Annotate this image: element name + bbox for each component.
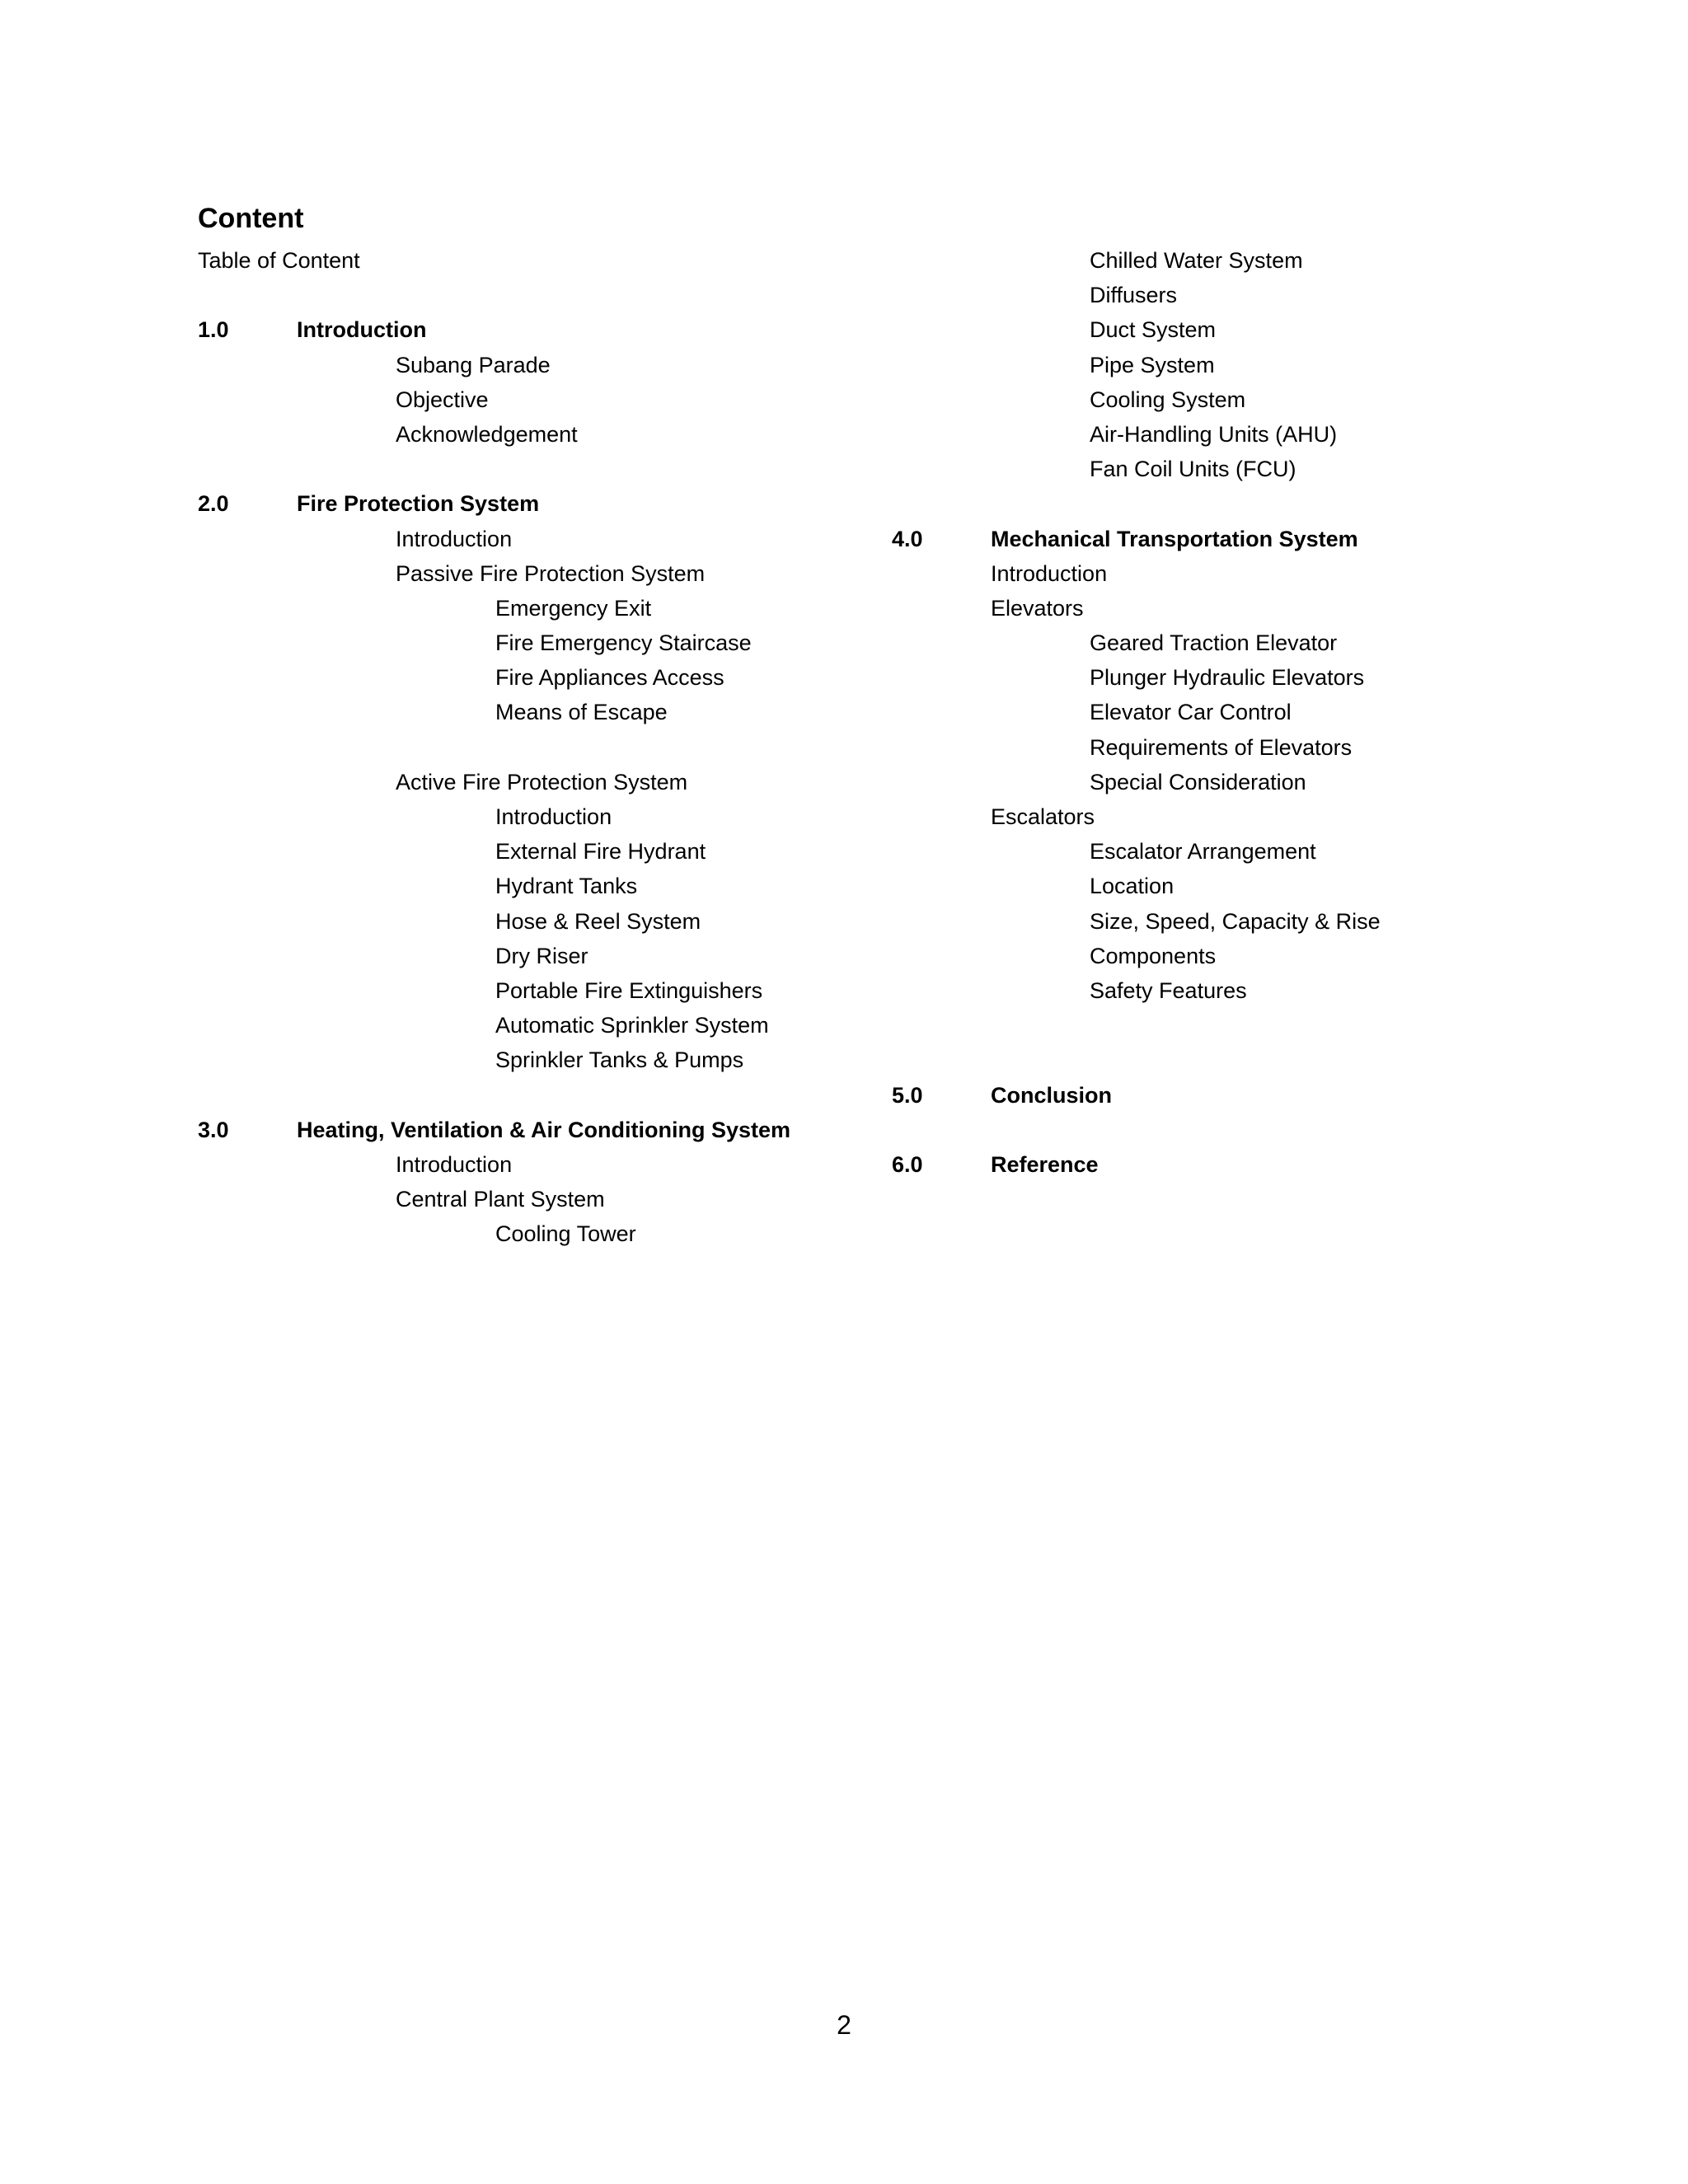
toc-entry-label: Central Plant System (396, 1187, 605, 1212)
toc-spacer (892, 1043, 1485, 1077)
toc-section-title: Heating, Ventilation & Air Conditioning System (297, 1117, 791, 1142)
toc-entry-label: Requirements of Elevators (1090, 734, 1353, 760)
toc-section-title: Fire Protection System (297, 491, 540, 517)
toc-entry[interactable] (892, 799, 1485, 834)
toc-entry-label: Introduction (396, 1151, 513, 1177)
toc-entry[interactable] (892, 730, 1485, 765)
toc-entry[interactable] (198, 1182, 874, 1216)
toc-entry[interactable] (892, 312, 1485, 347)
toc-entry-label: Size, Speed, Capacity & Rise (1090, 908, 1381, 934)
toc-spacer (198, 278, 874, 312)
toc-entry-label: Diffusers (1090, 283, 1178, 308)
toc-section-number: 2.0 (198, 491, 229, 517)
toc-entry[interactable] (892, 556, 1485, 591)
toc-section-number: 6.0 (892, 1151, 923, 1177)
toc-spacer (892, 486, 1485, 521)
toc-section-entry[interactable] (198, 1113, 874, 1147)
toc-spacer (198, 1078, 874, 1113)
toc-spacer (892, 1113, 1485, 1147)
toc-entry-label: Location (1090, 874, 1175, 899)
page-number: 2 (837, 2010, 851, 2040)
toc-entry[interactable] (892, 626, 1485, 660)
toc-entry-label: Special Consideration (1090, 769, 1306, 794)
toc-entry-label: Passive Fire Protection System (396, 560, 706, 586)
toc-entry[interactable] (892, 243, 1485, 278)
toc-entry[interactable] (198, 973, 874, 1008)
toc-entry-label: Pipe System (1090, 352, 1215, 377)
toc-entry[interactable] (198, 382, 874, 417)
toc-entry[interactable] (892, 904, 1485, 939)
toc-entry-label: Elevators (991, 595, 1084, 621)
toc-entry-label: Sprinkler Tanks & Pumps (495, 1047, 744, 1073)
toc-entry[interactable] (198, 939, 874, 973)
toc-entry[interactable] (198, 1216, 874, 1251)
toc-entry[interactable] (198, 417, 874, 452)
toc-entry[interactable] (892, 660, 1485, 695)
toc-entry[interactable] (198, 799, 874, 834)
toc-entry-label: Table of Content (198, 248, 360, 273)
toc-entry-label: Subang Parade (396, 352, 551, 377)
toc-section-title: Conclusion (991, 1082, 1112, 1108)
toc-entry[interactable] (892, 973, 1485, 1008)
toc-section-number: 3.0 (198, 1117, 229, 1142)
toc-section-entry[interactable] (892, 1147, 1485, 1182)
toc-entry[interactable] (892, 695, 1485, 729)
toc-section-title: Introduction (297, 317, 427, 343)
toc-entry-label: Components (1090, 943, 1217, 968)
toc-entry-label: Escalator Arrangement (1090, 839, 1316, 865)
toc-entry-label: Chilled Water System (1090, 248, 1303, 273)
toc-entry[interactable] (198, 869, 874, 903)
toc-section-entry[interactable] (892, 522, 1485, 556)
toc-entry[interactable] (892, 452, 1485, 486)
toc-spacer (198, 452, 874, 486)
toc-section-number: 4.0 (892, 526, 923, 551)
toc-section-number: 1.0 (198, 317, 229, 343)
toc-entry-label: Introduction (495, 804, 612, 829)
toc-entry[interactable] (892, 834, 1485, 869)
toc-entry-label: Active Fire Protection System (396, 769, 688, 794)
toc-entry-label: Elevator Car Control (1090, 700, 1292, 725)
toc-section-entry[interactable] (198, 312, 874, 347)
toc-entry-label: Means of Escape (495, 700, 668, 725)
toc-entry[interactable] (198, 765, 874, 799)
toc-entry[interactable] (198, 522, 874, 556)
toc-entry[interactable] (198, 695, 874, 729)
toc-entry[interactable] (892, 939, 1485, 973)
toc-entry-label: Dry Riser (495, 943, 588, 968)
toc-entry-label: Automatic Sprinkler System (495, 1013, 769, 1038)
toc-entry-label: Hose & Reel System (495, 908, 701, 934)
toc-entry[interactable] (198, 591, 874, 626)
toc-entry-label: Fan Coil Units (FCU) (1090, 457, 1296, 482)
toc-spacer (892, 1008, 1485, 1043)
toc-entry[interactable] (892, 348, 1485, 382)
toc-entry-label: Cooling System (1090, 387, 1246, 412)
toc-entry-label: Geared Traction Elevator (1090, 630, 1338, 656)
toc-entry[interactable] (198, 626, 874, 660)
toc-entry[interactable] (198, 1043, 874, 1077)
toc-entry-label: Safety Features (1090, 977, 1247, 1003)
toc-entry[interactable] (198, 834, 874, 869)
toc-entry-label: Hydrant Tanks (495, 874, 638, 899)
toc-entry-label: Portable Fire Extinguishers (495, 977, 763, 1003)
toc-entry[interactable] (892, 417, 1485, 452)
toc-section-entry[interactable] (198, 486, 874, 521)
toc-entry-label: Air-Handling Units (AHU) (1090, 421, 1338, 447)
toc-entry[interactable] (892, 869, 1485, 903)
toc-entry[interactable] (892, 591, 1485, 626)
toc-entry-label: Acknowledgement (396, 421, 578, 447)
toc-section-number: 5.0 (892, 1082, 923, 1108)
toc-entry[interactable] (892, 382, 1485, 417)
toc-entry-label: Cooling Tower (495, 1221, 636, 1247)
toc-spacer (198, 730, 874, 765)
toc-section-entry[interactable] (892, 1078, 1485, 1113)
toc-right-column (892, 243, 1485, 1182)
toc-entry[interactable] (198, 348, 874, 382)
toc-entry-label: Fire Appliances Access (495, 665, 724, 691)
toc-entry-label: Duct System (1090, 317, 1217, 343)
toc-title-line (198, 243, 874, 278)
page-heading: Content (198, 203, 304, 234)
toc-entry[interactable] (198, 1147, 874, 1182)
toc-entry[interactable] (198, 556, 874, 591)
toc-entry[interactable] (198, 904, 874, 939)
toc-entry-label: Introduction (396, 526, 513, 551)
toc-entry-label: Objective (396, 387, 489, 412)
toc-entry-label: Fire Emergency Staircase (495, 630, 752, 656)
toc-entry[interactable] (892, 765, 1485, 799)
toc-entry[interactable] (198, 1008, 874, 1043)
toc-entry-label: Introduction (991, 560, 1108, 586)
toc-entry[interactable] (198, 660, 874, 695)
toc-section-title: Mechanical Transportation System (991, 526, 1358, 551)
toc-section-title: Reference (991, 1151, 1099, 1177)
toc-entry-label: Plunger Hydraulic Elevators (1090, 665, 1365, 691)
toc-entry[interactable] (892, 278, 1485, 312)
toc-entry-label: Emergency Exit (495, 595, 652, 621)
toc-left-column (198, 243, 874, 1251)
toc-entry-label: External Fire Hydrant (495, 839, 706, 865)
toc-entry-label: Escalators (991, 804, 1095, 829)
